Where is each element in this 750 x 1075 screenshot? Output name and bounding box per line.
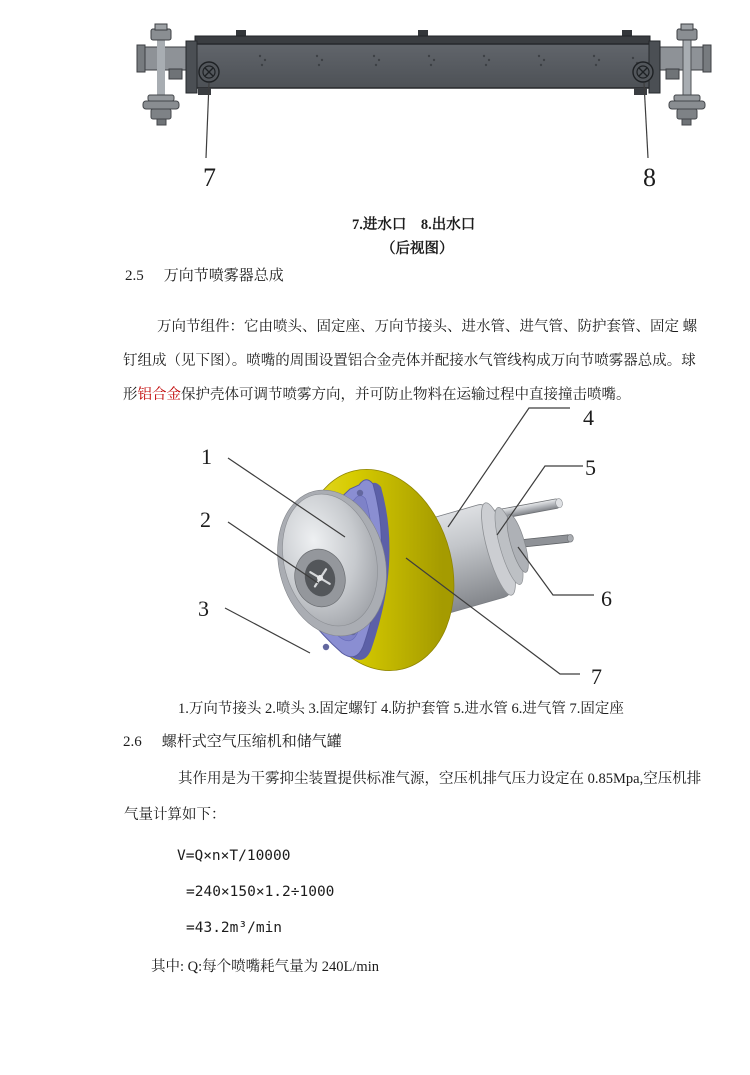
formula-line-1: V=Q×n×T/10000 xyxy=(177,848,291,864)
nozzle-point-label-5: 5 xyxy=(585,455,596,480)
rear-view-point-label-8: 8 xyxy=(643,163,656,192)
water-inlet-fitting xyxy=(199,62,219,82)
red-highlight-text: 铝合金 xyxy=(137,387,181,403)
line-3-suffix: 保护壳体可调节喷雾方向，并可防止物料在运输过程中直接撞击喷嘴。 xyxy=(181,387,631,403)
paragraph-2-6-line-1: 其作用是为干雾抑尘装置提供标准气源，空压机排气压力设定在 0.85Mpa,空压机排 xyxy=(178,771,702,787)
nozzle-assembly-drawing xyxy=(180,400,630,700)
paragraph-2-6-line-2: 气量计算如下： xyxy=(124,807,226,823)
formula-note: 其中: Q:每个喷嘴耗气量为 240L/min xyxy=(151,959,379,975)
section-heading-2-6 xyxy=(123,730,342,751)
left-mount-hardware xyxy=(137,24,191,125)
formula-line-2: =240×150×1.2÷1000 xyxy=(186,884,335,900)
section-title-2-5: 万向节喷雾器总成 xyxy=(163,268,284,284)
water-outlet-fitting xyxy=(633,62,653,82)
paragraph-2-6 xyxy=(124,761,701,833)
nozzle-point-label-3: 3 xyxy=(198,596,209,621)
paragraph-2-5-line-2: 钉组成（见下图）。喷嘴的周围设置铝合金壳体并配接水气管线构成万向节喷雾器总成。球 xyxy=(123,353,696,369)
beam-body xyxy=(186,30,660,158)
section-number-2-5: 2.5 xyxy=(125,268,144,284)
leader-line-6 xyxy=(518,547,594,595)
nozzle-point-label-7: 7 xyxy=(591,664,602,689)
rear-view-point-label-7: 7 xyxy=(203,163,216,192)
paragraph-2-5 xyxy=(123,310,697,412)
nozzle-figure-caption: 1.万向节接头 2.喷头 3.固定螺钉 4.防护套管 5.进水管 6.进气管 7.固定座 xyxy=(178,701,624,717)
rear-view-drawing xyxy=(0,0,750,200)
formula-line-3: =43.2m³/min xyxy=(186,920,283,936)
leader-line-3 xyxy=(225,608,310,653)
section-title-2-6: 螺杆式空气压缩机和储气罐 xyxy=(161,734,342,750)
rear-view-caption-view-type: （后视图） xyxy=(381,241,454,257)
nozzle-point-label-4: 4 xyxy=(583,405,594,430)
section-number-2-6: 2.6 xyxy=(123,734,142,750)
section-heading-2-5 xyxy=(125,264,284,285)
line-3-prefix: 形 xyxy=(123,387,138,403)
rear-view-caption-ports: 7.进水口 8.出水口 xyxy=(352,217,476,233)
paragraph-2-5-line-1: 万向节组件：它由喷头、固定座、万向节接头、进水管、进气管、防护套管、固定 螺 xyxy=(157,319,698,335)
nozzle-point-label-2: 2 xyxy=(200,507,211,532)
nozzle-point-label-6: 6 xyxy=(601,586,612,611)
right-mount-hardware xyxy=(657,24,711,125)
nozzle-point-label-1: 1 xyxy=(201,444,212,469)
